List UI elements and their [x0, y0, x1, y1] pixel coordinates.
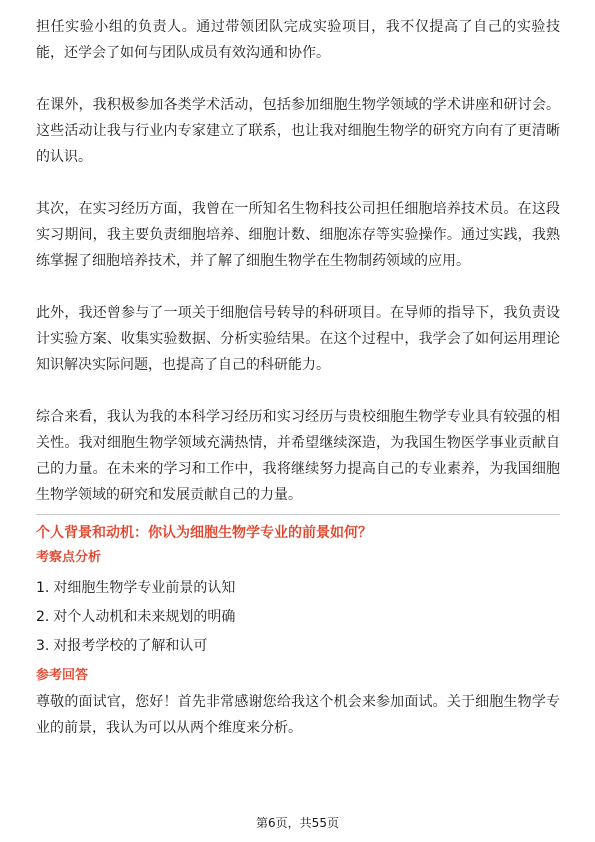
- page-number: 第6页，共55页: [256, 816, 339, 830]
- analysis-item-text: 对个人动机和未来规划的明确: [53, 609, 236, 625]
- analysis-item: [36, 575, 560, 601]
- body-paragraph: 其次，在实习经历方面，我曾在一所知名生物科技公司担任细胞培养技术员。在这段实习期间，我主要负责细胞培养、细胞计数、细胞冻存等实验操作。通过实践，我熟练掌握了细胞培养技术，并了解了细胞生物学在生物制药领域的应用。: [36, 201, 560, 269]
- analysis-item-text: 对报考学校的了解和认可: [53, 638, 208, 654]
- reference-answer-heading: 参考回答: [36, 668, 89, 683]
- reference-answer-text: 尊敬的面试官，您好！首先非常感谢您给我这个机会来参加面试。关于细胞生物学专业的前景，我认为可以从两个维度来分析。: [36, 694, 560, 736]
- section-divider: [36, 514, 560, 515]
- analysis-item-text: 对细胞生物学专业前景的认知: [53, 580, 236, 596]
- document-page: [36, 14, 560, 741]
- analysis-item: [36, 633, 560, 659]
- analysis-item-number: 2.: [36, 609, 50, 625]
- body-paragraph: 在课外，我积极参加各类学术活动，包括参加细胞生物学领域的学术讲座和研讨会。这些活动让我与行业内专家建立了联系，也让我对细胞生物学的研究方向有了更清晰的认识。: [36, 97, 560, 165]
- body-paragraph: 担任实验小组的负责人。通过带领团队完成实验项目，我不仅提高了自己的实验技能，还学会了如何与团队成员有效沟通和协作。: [36, 19, 560, 61]
- body-paragraph: 此外，我还曾参与了一项关于细胞信号转导的科研项目。在导师的指导下，我负责设计实验方案、收集实验数据、分析实验结果。在这个过程中，我学会了如何运用理论知识解决实际问题，也提高了自己的科研能力。: [36, 305, 560, 373]
- interview-question: 个人背景和动机：你认为细胞生物学专业的前景如何？: [36, 525, 372, 541]
- body-paragraph: 综合来看，我认为我的本科学习经历和实习经历与贵校细胞生物学专业具有较强的相关性。我对细胞生物学领域充满热情，并希望继续深造，为我国生物医学事业贡献自己的力量。在未来的学习和工作中，我将继续努力提高自己的专业素养，为我国细胞生物学领域的研究和发展贡献自己的力量。: [36, 409, 560, 503]
- analysis-item-number: 3.: [36, 638, 50, 654]
- analysis-item: [36, 604, 560, 630]
- analysis-item-number: 1.: [36, 580, 50, 596]
- analysis-heading: 考察点分析: [36, 550, 102, 565]
